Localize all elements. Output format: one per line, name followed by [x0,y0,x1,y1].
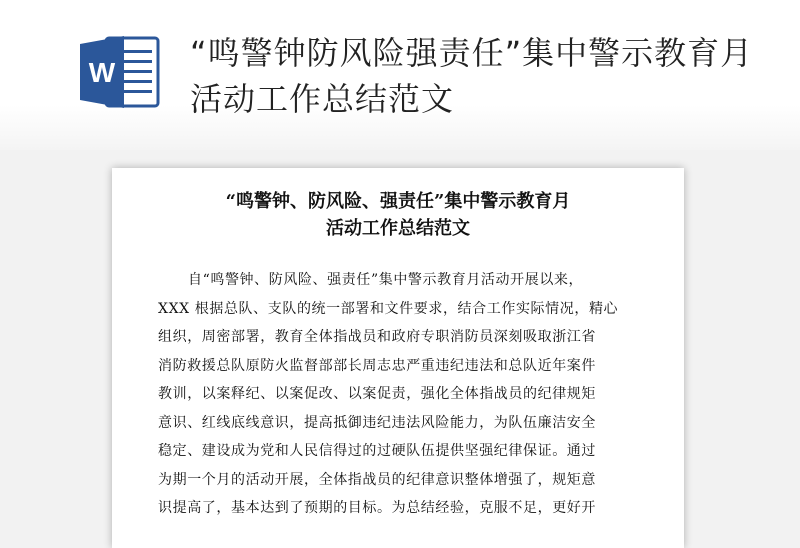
body-line: 意识、红线底线意识，提高抵御违纪违法风险能力，为队伍廉洁安全 [158,414,596,431]
page-title: “鸣警钟防风险强责任”集中警示教育月活动工作总结范文 [190,34,754,118]
document-page [112,168,684,548]
body-line: 自“鸣警钟、防风险、强责任”集中警示教育月活动开展以来， [188,272,584,288]
document-title [112,188,684,242]
document-body [158,266,648,523]
body-line: 为期一个月的活动开展，全体指战员的纪律意识整体增强了，规矩意 [158,471,596,488]
word-icon [78,34,160,110]
body-line: XXX 根据总队、支队的统一部署和文件要求，结合工作实际情况，精心 [158,300,619,317]
banner [0,0,800,150]
body-line: 教训，以案释纪、以案促改、以案促责，强化全体指战员的纪律规矩 [158,386,596,402]
body-line: 组织，周密部署，教育全体指战员和政府专职消防员深刻吸取浙江省 [158,329,596,345]
document-title-line-1: “鸣警钟、防风险、强责任”集中警示教育月 [225,191,571,212]
word-icon-letter: W [88,57,116,88]
body-line: 识提高了，基本达到了预期的目标。为总结经验，克服不足，更好开 [158,500,596,516]
body-line: 稳定、建设成为党和人民信得过的过硬队伍提供坚强纪律保证。通过 [158,443,596,459]
document-title-line-2: 活动工作总结范文 [326,218,470,239]
body-line: 消防救援总队原防火监督部部长周志忠严重违纪违法和总队近年案件 [158,357,596,374]
